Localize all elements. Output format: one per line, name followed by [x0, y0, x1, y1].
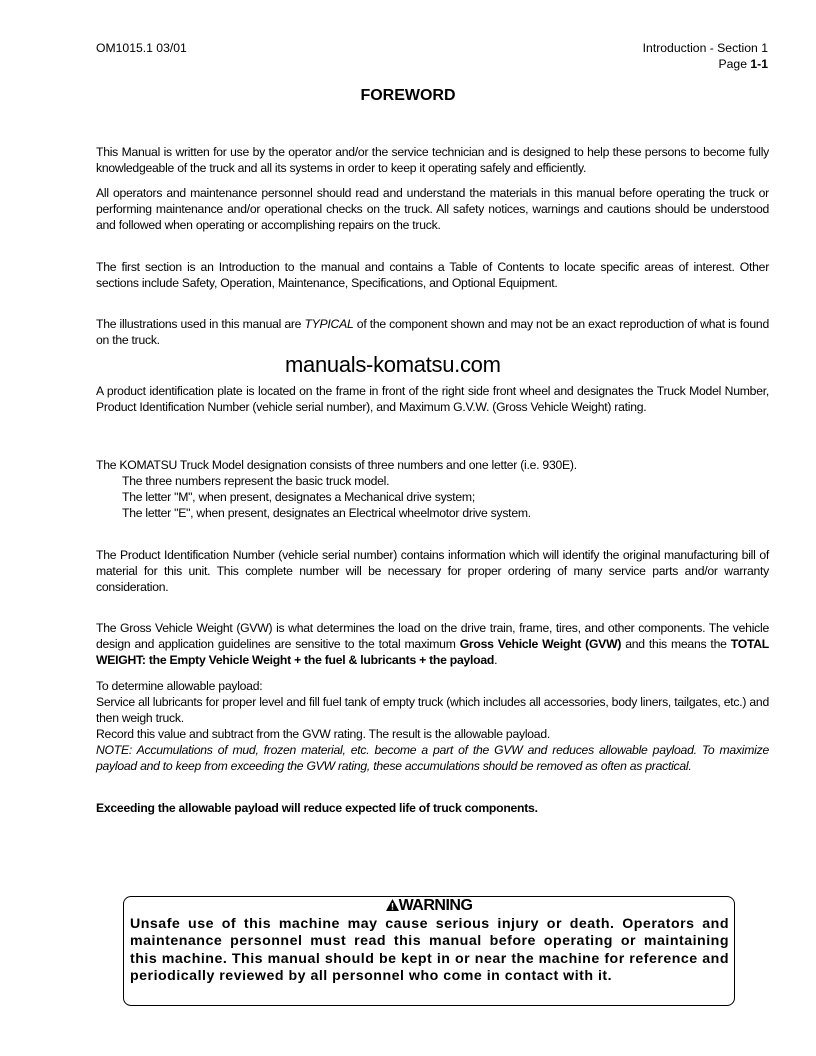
- paragraph-purpose: This Manual is written for use by the operator and/or the service technician and is designed to help these persons to become fully knowledgeable of the truck and all its systems in order to keep it operating safely and efficiently.: [96, 145, 769, 175]
- text-line: The KOMATSU Truck Model designation consists of three numbers and one letter (i.e. 930E).: [96, 458, 577, 472]
- text: The illustrations used in this manual are: [96, 317, 305, 331]
- note-text: NOTE: Accumulations of mud, frozen material, etc. become a part of the GVW and reduces allowable payload. To maximize payload and to keep from exceeding the GVW rating, these accumulations should be removed as often as practical.: [96, 743, 769, 773]
- paragraph-illustrations: [96, 316, 769, 348]
- warning-title-text: WARNING: [398, 897, 473, 914]
- watermark: manuals-komatsu.com: [285, 352, 501, 377]
- page-header: [643, 40, 768, 72]
- paragraph-read-manual: All operators and maintenance personnel should read and understand the materials in this manual before operating the truck or performing maintenance and/or operational checks on the truck. All safety notices, warnings and cautions should be understood and followed when operating or accomplishing repairs on the truck.: [96, 186, 769, 232]
- paragraph-payload: [96, 678, 769, 774]
- text-line: Record this value and subtract from the GVW rating. The result is the allowable payload.: [96, 727, 551, 741]
- text-line: The letter "M", when present, designates a Mechanical drive system;: [122, 490, 475, 504]
- warning-triangle-icon: [386, 899, 399, 911]
- text: of the component shown and may not be an exact reproduction of what is found on the truck.: [96, 317, 769, 347]
- paragraph-gvw: [96, 620, 769, 668]
- text-line: The three numbers represent the basic truck model.: [122, 474, 390, 488]
- text-line: The letter "E", when present, designates an Electrical wheelmotor drive system.: [122, 506, 531, 520]
- bold-text: TOTAL WEIGHT: [96, 637, 769, 667]
- paragraph-model-designation: [96, 457, 769, 521]
- page-title: FOREWORD: [360, 87, 456, 104]
- document-code: OM1015.1 03/01: [96, 41, 187, 55]
- text: The Gross Vehicle Weight (GVW) is what determines the load on the drive train, frame, tires, and other components. The vehicle design and application guidelines are sensitive to the total maximum: [96, 621, 769, 651]
- text-line: To determine allowable payload:: [96, 679, 263, 693]
- paragraph-exceeding-payload: Exceeding the allowable payload will reduce expected life of truck components.: [96, 801, 538, 815]
- page-number: 1-1: [750, 57, 768, 71]
- warning-body: Unsafe use of this machine may cause serious injury or death. Operators and maintenance personnel must read this manual before operating or maintaining this machine. This manual should be kept in or near the machine for reference and periodically reviewed by all personnel who come in contact with it.: [130, 916, 729, 984]
- paragraph-pin: The Product Identification Number (vehicle serial number) contains information which will identify the original manufacturing bill of material for this unit. This complete number will be necessary for proper ordering of many service parts and/or warranty consideration.: [96, 548, 769, 594]
- bold-text: Gross Vehicle Weight (GVW): [459, 637, 622, 651]
- text: .: [494, 653, 498, 667]
- emphasis: TYPICAL: [304, 317, 354, 331]
- bold-text: : the Empty Vehicle Weight + the fuel & lubricants + the payload: [141, 653, 495, 667]
- warning-title: [124, 898, 734, 914]
- warning-box: [123, 896, 735, 1006]
- text: and this means the: [621, 637, 731, 651]
- paragraph-id-plate: A product identification plate is located on the frame in front of the right side front wheel and designates the Truck Model Number, Product Identification Number (vehicle serial number), and Maximum G.V.W. (Gross Vehicle Weight) rating.: [96, 384, 769, 414]
- paragraph-sections: The first section is an Introduction to the manual and contains a Table of Contents to locate specific areas of interest. Other sections include Safety, Operation, Maintenance, Specifications, and Optional Equipment.: [96, 260, 769, 290]
- page-label: Page: [718, 57, 751, 71]
- text-line: Service all lubricants for proper level and fill fuel tank of empty truck (which includes all accessories, body liners, tailgates, etc.) and then weigh truck.: [96, 695, 769, 725]
- section-label: Introduction - Section 1: [642, 41, 768, 55]
